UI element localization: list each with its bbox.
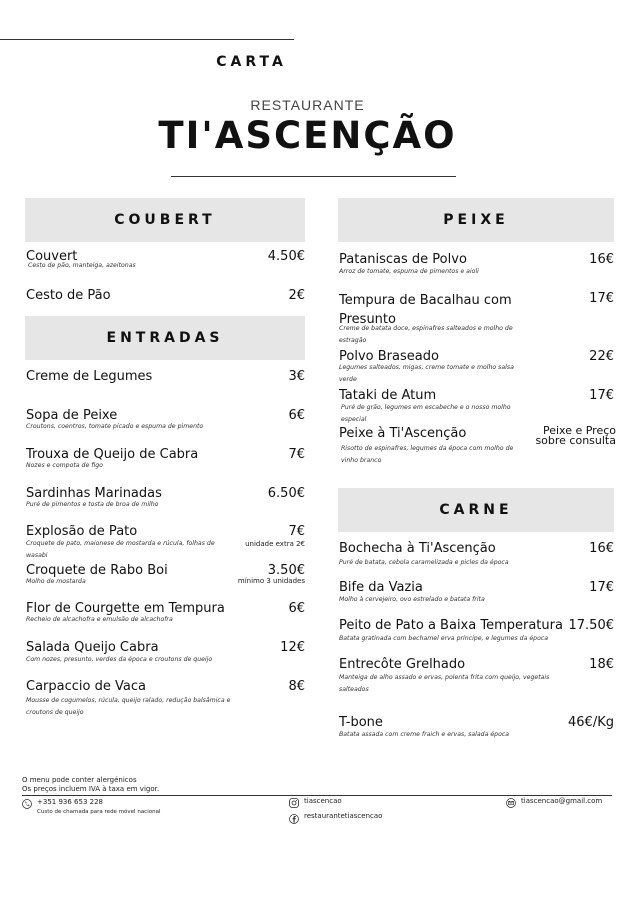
item-price: 8€ [288,679,305,694]
item-description: Risotto de espinafres, legumes da época com molho de vinho branco [341,445,514,464]
item-note: mínimo 3 unidades [237,577,305,585]
item-description: Com nozes, presunto, verdes da época e croutons de queijo [26,656,213,663]
item-name: Pataniscas de Polvo [339,252,467,267]
phone-number: +351 936 653 228 [37,798,103,806]
item-description: Puré de batata, cebola caramelizada e picles da época [339,559,509,566]
section-header-carne: CARNE [338,488,614,532]
item-description: Cesto de pão, manteiga, azeitonas [28,262,136,269]
item-name: T-bone [339,715,383,730]
item-name: Tempura de Bacalhau com Presunto [339,293,512,327]
section-header-entradas: ENTRADAS [25,316,305,360]
item-name: Entrecôte Grelhado [339,657,466,672]
item-price: 12€ [280,640,305,655]
item-price: 18€ [589,657,614,672]
item-description: Molho à cervejeiro, ovo estrelado e batata frita [339,596,485,603]
item-price: Peixe e Preço sobre consulta [535,424,616,447]
item-description: Arroz de tomate, espuma de pimentos e aioli [339,268,479,275]
item-price: 16€ [589,252,614,267]
item-price: 3€ [288,369,305,384]
item-price: 2€ [288,288,305,303]
item-description: Batata assada com creme fraich e ervas, salada época [339,731,510,738]
item-name: Salada Queijo Cabra [26,640,159,655]
menu-item [339,580,614,604]
item-description: Legumes salteados, migas, creme tomate e molho salsa verde [339,364,514,383]
footer-divider [22,795,612,796]
item-price: 16€ [589,541,614,556]
menu-item [26,288,305,304]
menu-item [26,601,305,625]
item-name: Bife da Vazia [339,580,423,595]
menu-item [26,408,305,432]
item-price: 17€ [589,291,614,306]
item-price: 46€/Kg [568,715,614,730]
email-address: tiascencao@gmail.com [521,797,603,805]
item-price: 22€ [589,349,614,364]
menu-item [339,715,614,741]
menu-item [339,657,614,697]
item-name: Trouxa de Queijo de Cabra [26,447,199,462]
item-description: Manteiga de alho assado e ervas, polenta frita com queijo, vegetais salteados [339,674,550,693]
facebook-handle: restaurantetiascencao [304,812,383,820]
item-name: Cesto de Pão [26,288,111,303]
menu-item [26,486,305,510]
menu-item [26,640,305,664]
item-price: 6€ [288,601,305,616]
item-price: 3.50€ [267,563,305,578]
section-header-peixe: PEIXE [338,198,614,242]
item-name: Explosão de Pato [26,524,138,539]
item-description: Creme de batata doce, espinafres salteados e molho de estragão [339,325,513,344]
email-icon [506,798,516,808]
item-description: Croquete de pato, maionese de mostarda e rúcula, folhas de wasabi [26,540,215,559]
restaurant-name: TI'ASCENÇÃO [158,114,457,157]
menu-item [26,563,305,587]
menu-item [339,541,614,565]
restaurant-label: RESTAURANTE [250,97,365,113]
menu-item [339,618,614,642]
title-divider [171,176,456,177]
facebook-icon [289,814,299,824]
item-name: Croquete de Rabo Boi [26,563,168,578]
item-price: 7€ [288,524,305,539]
item-name: Tataki de Atum [339,388,437,403]
item-price: 6.50€ [267,486,305,501]
item-price: 6€ [288,408,305,423]
menu-label: CARTA [216,54,287,70]
item-description: Batata gratinada com bechamel erva príncipe, e legumes da época [339,635,549,642]
item-price: 17.50€ [568,618,614,633]
item-description: Molho de mostarda [26,578,86,585]
item-name: Peixe à Ti'Ascenção [339,426,467,441]
item-description: Puré de grão, legumes em escabeche e o nosso molho especial [341,404,511,423]
menu-item [339,252,614,276]
item-description: Croutons, coentros, tomate picado e espuma de pimento [26,423,204,430]
item-price: 4.50€ [267,249,305,264]
item-name: Bochecha à Ti'Ascenção [339,541,496,556]
item-description: Mousse de cogumelos, rúcula, queijo ralado, redução balsâmica e croutons de queijo [26,697,231,716]
item-price: 17€ [589,388,614,403]
menu-item [26,524,305,560]
menu-item [339,426,616,466]
footer-notes [22,776,159,794]
item-name: Polvo Braseado [339,349,439,364]
item-name: Carpaccio de Vaca [26,679,146,694]
item-name: Sopa de Peixe [26,408,118,423]
item-description: Recheio de alcachofra e emulsão de alcachofra [26,616,173,623]
menu-item [339,291,614,345]
instagram-icon [289,798,299,808]
item-price: 7€ [288,447,305,462]
item-name: Creme de Legumes [26,369,153,384]
top-divider [0,39,294,40]
menu-item [339,349,614,385]
item-description: Puré de pimentos e tosta de broa de milho [26,501,159,508]
phone-icon [22,799,32,809]
menu-item [339,388,614,424]
instagram-handle: tiascencao [304,797,342,805]
item-name: Sardinhas Marinadas [26,486,162,501]
item-name: Peito de Pato a Baixa Temperatura [339,618,563,633]
menu-item [26,447,305,471]
item-note: unidade extra 2€ [245,540,305,548]
menu-item [26,249,305,273]
vat-note: Os preços incluem IVA à taxa em vigor. [22,785,160,793]
section-header-coubert: COUBERT [25,198,305,242]
item-price: 17€ [589,580,614,595]
menu-item [26,679,305,719]
item-name: Flor de Courgette em Tempura [26,601,225,616]
phone-call-note: Custo de chamada para rede móvel nacional [37,809,161,815]
item-description: Nozes e compota de figo [26,462,103,469]
allergen-note: O menu pode conter alergénicos [22,776,137,784]
menu-item [26,369,305,385]
item-name: Couvert [26,249,78,264]
